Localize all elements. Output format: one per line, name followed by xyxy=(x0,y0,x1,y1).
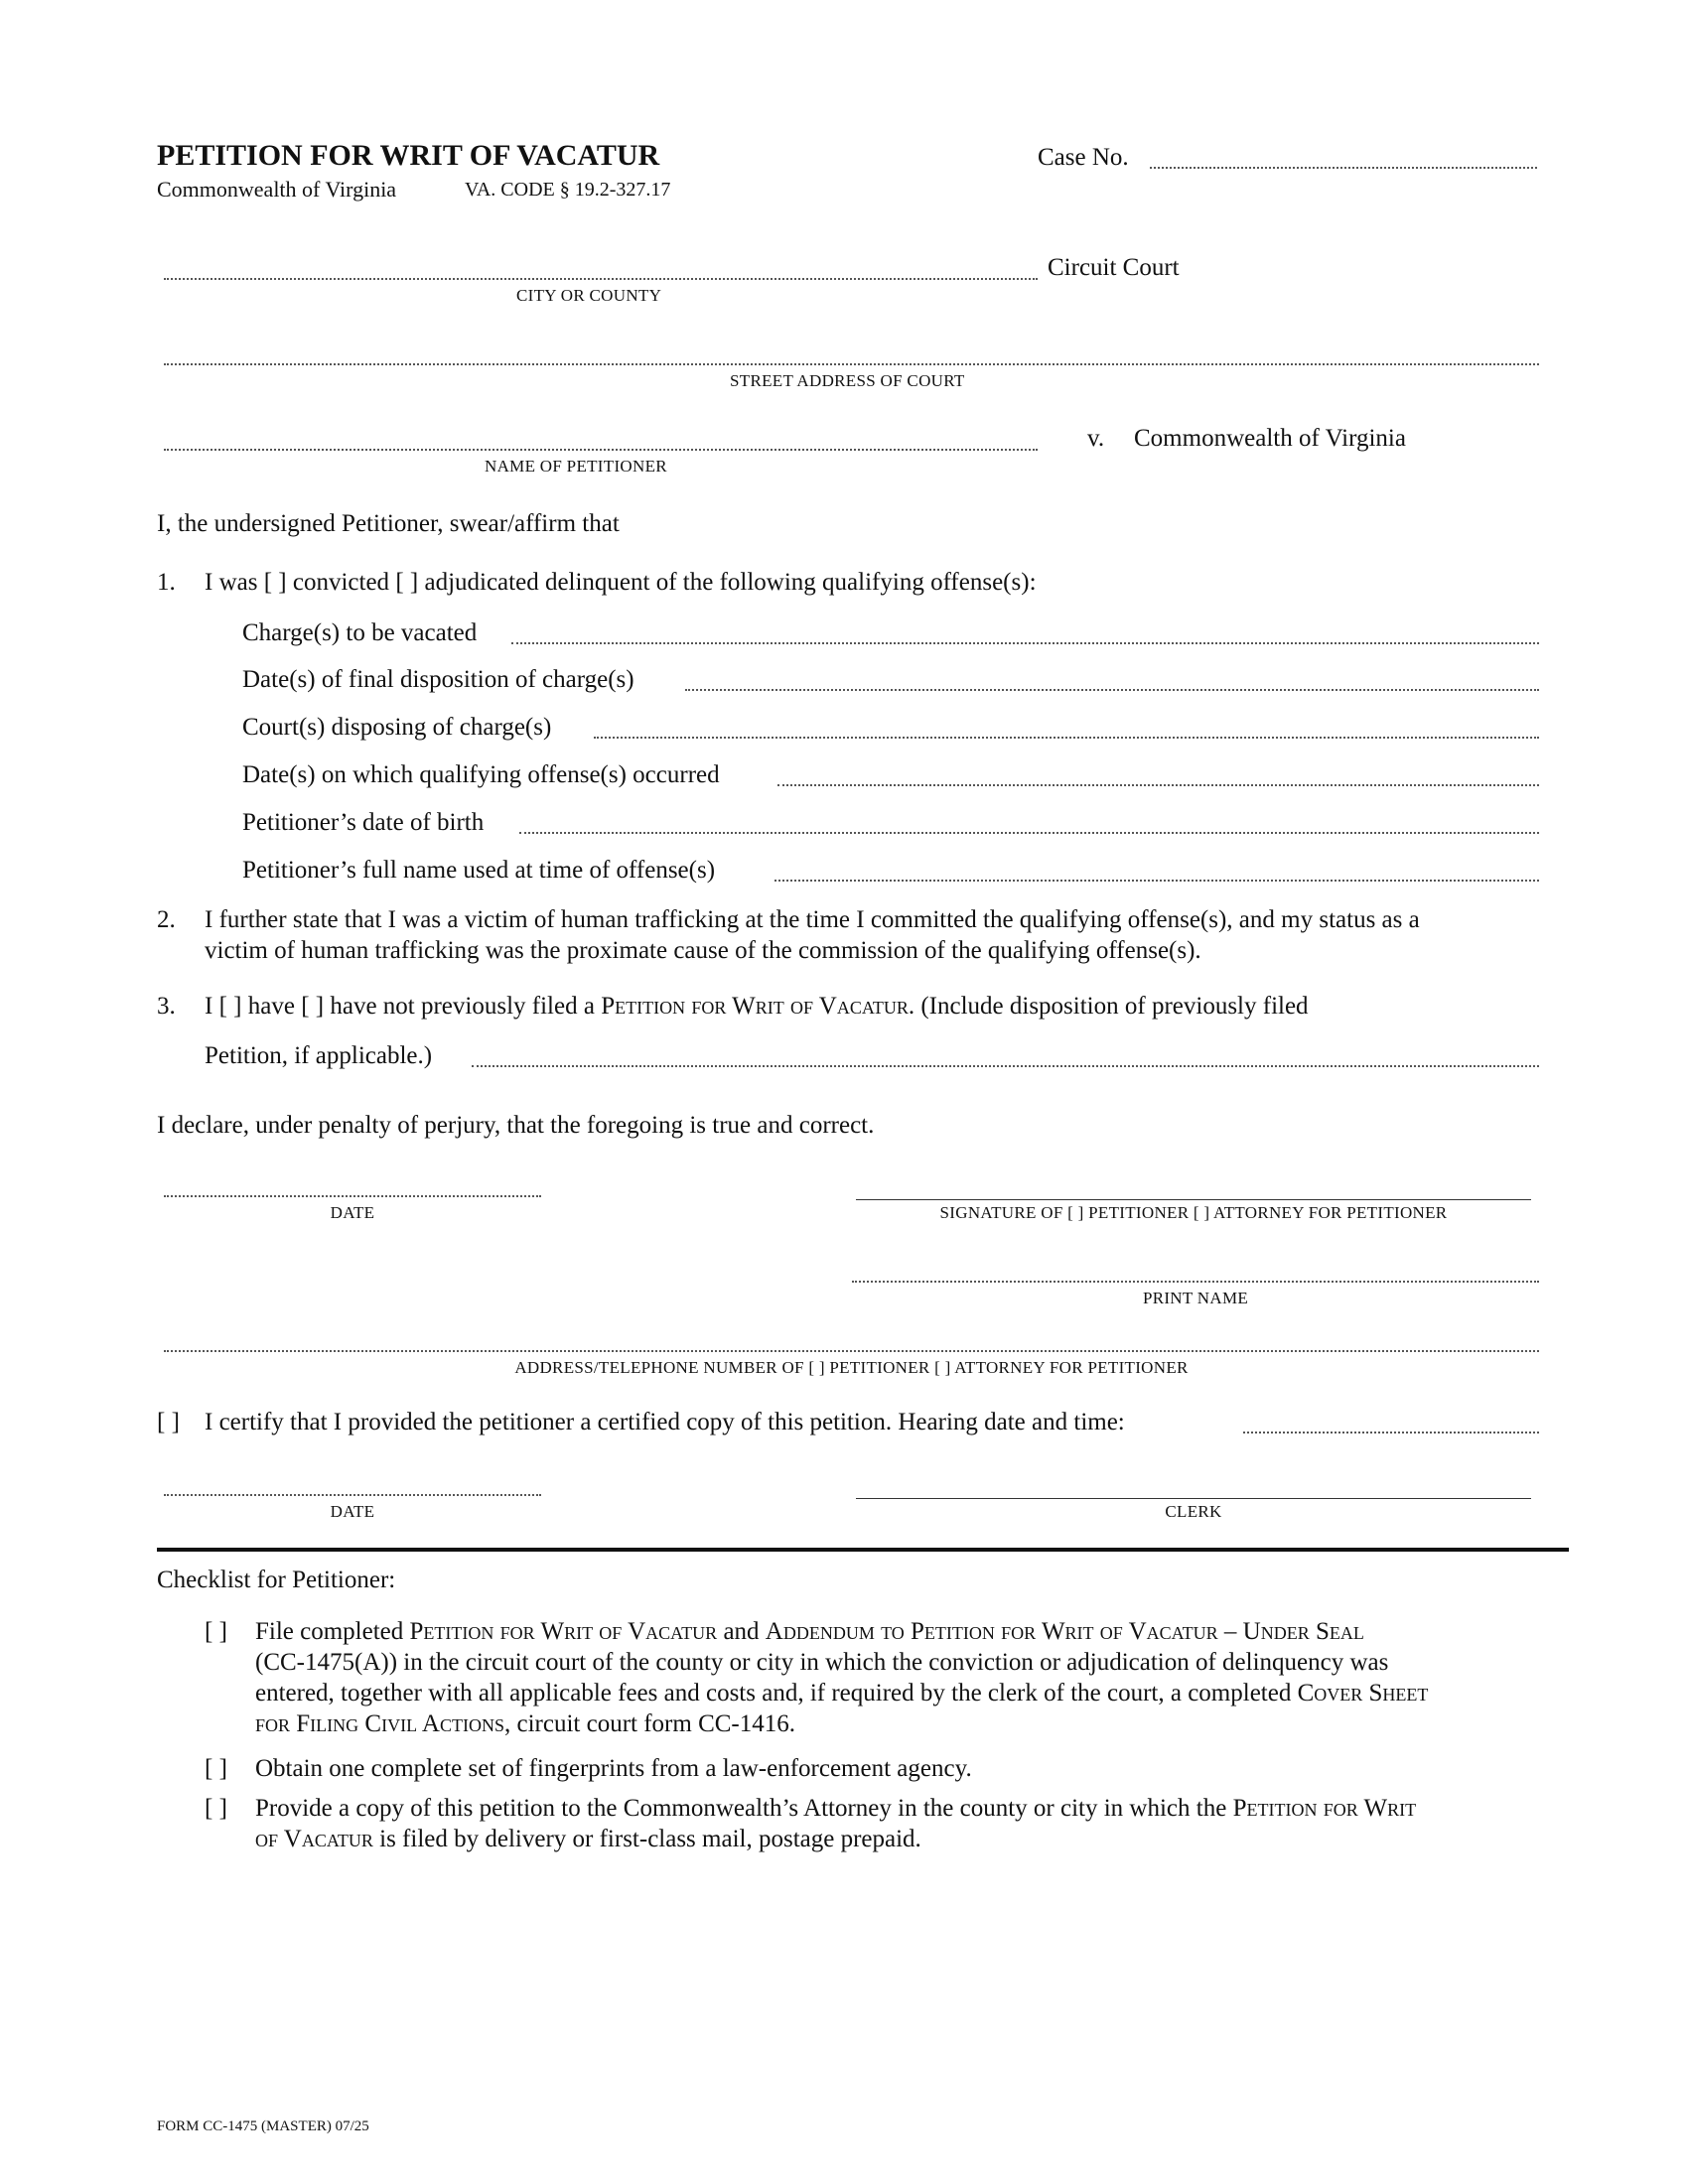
certify-text: I certify that I provided the petitioner a certified copy of this petition. Hearing date and time: xyxy=(205,1409,1125,1435)
have-not-filed-checkbox[interactable]: [ ] xyxy=(301,993,325,1020)
checklist-item-3-line-2: of Vacatur is filed by delivery or first-class mail, postage prepaid. xyxy=(255,1826,921,1852)
convicted-checkbox[interactable]: [ ] xyxy=(263,569,287,596)
item-2-line-1: I further state that I was a victim of human trafficking at the time I committed the qualifying offense(s), and my status as a xyxy=(205,906,1420,933)
certify-checkbox[interactable]: [ ] xyxy=(157,1409,180,1435)
petitioner-dob-field[interactable] xyxy=(519,832,1539,834)
adjudicated-checkbox[interactable]: [ ] xyxy=(395,569,419,596)
item-1-number: 1. xyxy=(157,569,176,596)
print-name-field[interactable] xyxy=(852,1281,1539,1283)
name-at-offense-field[interactable] xyxy=(774,880,1539,882)
offense-date-field[interactable] xyxy=(777,784,1539,786)
clerk-caption: CLERK xyxy=(1165,1502,1222,1521)
item-2-line-2: victim of human trafficking was the proximate cause of the commission of the qualifying offense(s). xyxy=(205,937,1201,964)
offense-date-label: Date(s) on which qualifying offense(s) occurred xyxy=(242,761,720,788)
checklist-item-1-line-2: (CC-1475(A)) in the circuit court of the county or city in which the conviction or adjudication of delinquency was xyxy=(255,1649,1389,1676)
street-address-caption: STREET ADDRESS OF COURT xyxy=(730,371,965,390)
item-3-line-2: Petition, if applicable.) xyxy=(205,1042,433,1069)
checklist-checkbox-3[interactable]: [ ] xyxy=(205,1795,227,1822)
checklist-heading: Checklist for Petitioner: xyxy=(157,1567,396,1593)
charges-field[interactable] xyxy=(511,642,1539,644)
item-3-number: 3. xyxy=(157,993,176,1020)
have-filed-checkbox[interactable]: [ ] xyxy=(218,993,242,1020)
item-2-number: 2. xyxy=(157,906,176,933)
declaration: I declare, under penalty of perjury, that the foregoing is true and correct. xyxy=(157,1112,875,1139)
signature-field[interactable] xyxy=(856,1199,1531,1200)
petitioner-dob-label: Petitioner’s date of birth xyxy=(242,809,485,836)
case-no-label: Case No. xyxy=(1038,144,1129,171)
street-address-field[interactable] xyxy=(164,363,1539,365)
city-county-caption: CITY OR COUNTY xyxy=(516,286,662,305)
checklist-item-3-line-1: Provide a copy of this petition to the Commonwealth’s Attorney in the county or city in which the Petition for Writ xyxy=(255,1795,1417,1822)
final-disposition-date-label: Date(s) of final disposition of charge(s) xyxy=(242,666,634,693)
clerk-date-field[interactable] xyxy=(164,1494,541,1496)
petitioner-name-caption: NAME OF PETITIONER xyxy=(485,457,667,476)
checklist-checkbox-2[interactable]: [ ] xyxy=(205,1755,227,1782)
city-county-field[interactable] xyxy=(164,278,1038,280)
jurisdiction: Commonwealth of Virginia xyxy=(157,177,397,202)
charges-label: Charge(s) to be vacated xyxy=(242,619,478,646)
clerk-date-caption: DATE xyxy=(330,1502,375,1521)
form-number: FORM CC-1475 (MASTER) 07/25 xyxy=(157,2118,369,2134)
name-at-offense-label: Petitioner’s full name used at time of offense(s) xyxy=(242,857,716,884)
versus: v. xyxy=(1087,425,1105,452)
signature-caption: SIGNATURE OF [ ] PETITIONER [ ] ATTORNEY FOR PETITIONER xyxy=(939,1203,1448,1222)
form-title: PETITION FOR WRIT OF VACATUR xyxy=(157,139,660,172)
checklist-item-1-line-3: entered, together with all applicable fees and costs and, if required by the clerk of the court, a completed Cover Sheet xyxy=(255,1680,1429,1706)
declaration-date-field[interactable] xyxy=(164,1195,541,1197)
disposing-court-label: Court(s) disposing of charge(s) xyxy=(242,714,552,741)
previous-petition-field[interactable] xyxy=(472,1065,1539,1067)
section-divider xyxy=(157,1548,1569,1552)
clerk-signature-field[interactable] xyxy=(856,1498,1531,1499)
disposing-court-field[interactable] xyxy=(594,737,1539,739)
final-disposition-date-field[interactable] xyxy=(685,689,1539,691)
declaration-date-caption: DATE xyxy=(330,1203,375,1222)
address-telephone-field[interactable] xyxy=(164,1350,1539,1352)
case-no-field[interactable] xyxy=(1150,167,1537,169)
checklist-checkbox-1[interactable]: [ ] xyxy=(205,1618,227,1645)
checklist-item-2: Obtain one complete set of fingerprints from a law-enforcement agency. xyxy=(255,1755,972,1782)
print-name-caption: PRINT NAME xyxy=(1142,1289,1249,1307)
intro-text: I, the undersigned Petitioner, swear/affirm that xyxy=(157,510,620,537)
circuit-court-label: Circuit Court xyxy=(1048,254,1180,281)
petitioner-name-field[interactable] xyxy=(164,449,1038,451)
code-citation: VA. CODE § 19.2-327.17 xyxy=(465,179,671,201)
hearing-date-time-field[interactable] xyxy=(1243,1432,1539,1433)
respondent: Commonwealth of Virginia xyxy=(1134,425,1406,452)
item-3-line-1: I [ ] have [ ] have not previously filed a Petition for Writ of Vacatur. (Include disposition of previously filed xyxy=(205,993,1309,1020)
item-1-line: I was [ ] convicted [ ] adjudicated delinquent of the following qualifying offense(s): xyxy=(205,569,1037,596)
checklist-item-1-line-4: for Filing Civil Actions, circuit court form CC-1416. xyxy=(255,1710,795,1737)
checklist-item-1-line-1: File completed Petition for Writ of Vacatur and Addendum to Petition for Writ of Vacatur – Under Seal xyxy=(255,1618,1364,1645)
address-telephone-caption: ADDRESS/TELEPHONE NUMBER OF [ ] PETITIONER [ ] ATTORNEY FOR PETITIONER xyxy=(514,1358,1189,1377)
